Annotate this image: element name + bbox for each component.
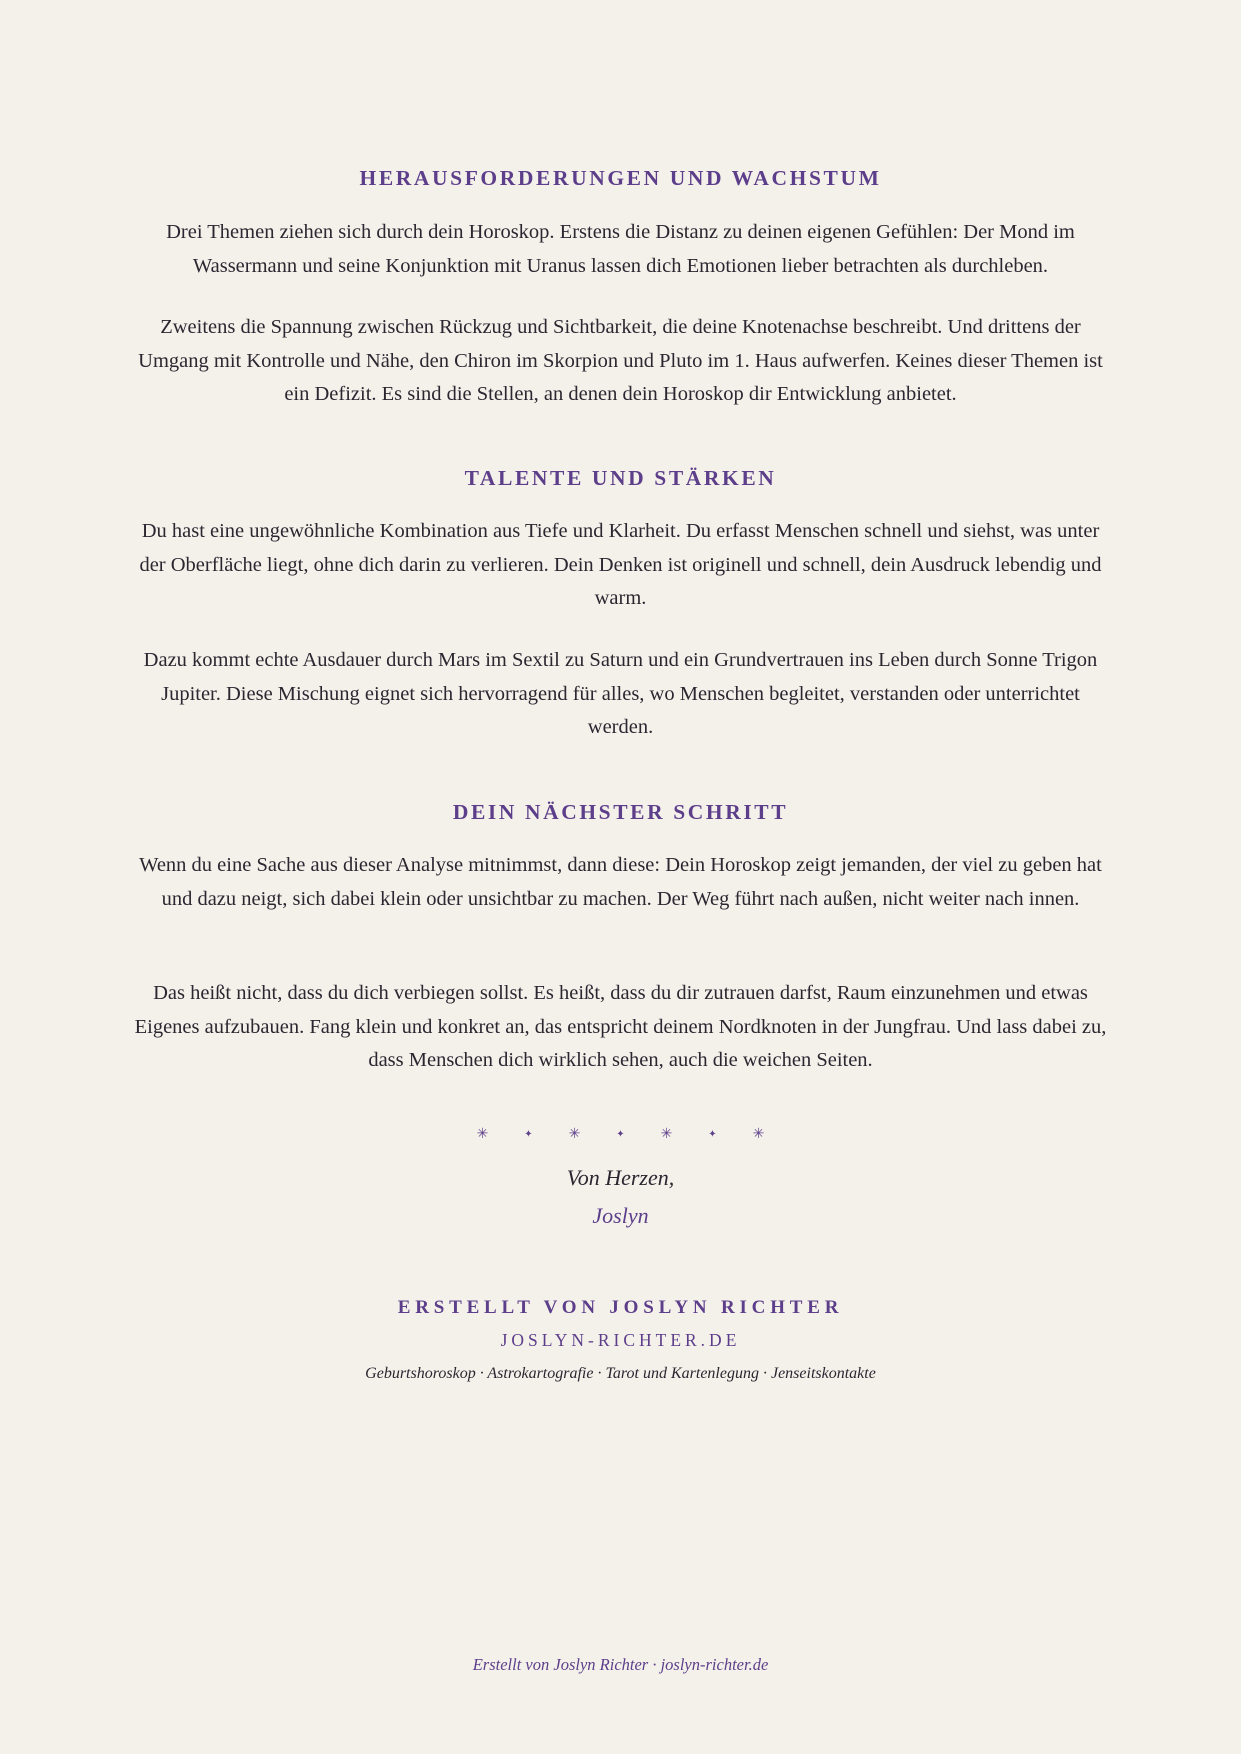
section-heading-challenges: HERAUSFORDERUNGEN UND WACHSTUM <box>359 166 882 190</box>
paragraph: Wenn du eine Sache aus dieser Analyse mitnimmst, dann diese: Dein Horoskop zeigt jemanden, der viel zu geben hat und dazu neigt, sich dabei klein oder unsichtbar zu machen. Der Weg führt nach außen, nicht weiter nach innen. <box>139 854 1102 910</box>
page-footer: Erstellt von Joslyn Richter · joslyn-richter.de <box>472 1655 769 1674</box>
website-link[interactable]: JOSLYN-RICHTER.DE <box>500 1330 741 1350</box>
asterisk-star-icon: ✳ <box>476 1127 489 1142</box>
sparkle-star-icon: ✦ <box>708 1129 717 1140</box>
paragraph: Dazu kommt echte Ausdauer durch Mars im Sextil zu Saturn und ein Grundvertrauen ins Leben durch Sonne Trigon Jupiter. Diese Mischung eignet sich hervorragend für alles, wo Menschen begleitet, verstanden oder unterrichtet werden. <box>143 649 1098 738</box>
section-heading-talents: TALENTE UND STÄRKEN <box>464 466 777 490</box>
asterisk-star-icon: ✳ <box>752 1127 765 1142</box>
paragraph: Drei Themen ziehen sich durch dein Horoskop. Erstens die Distanz zu deinen eigenen Gefühlen: Der Mond im Wassermann und seine Konjunktion mit Uranus lassen dich Emotionen lieber betrachten als durchleben. <box>166 221 1075 277</box>
star-separator <box>0 1126 1241 1144</box>
asterisk-star-icon: ✳ <box>568 1127 581 1142</box>
sparkle-star-icon: ✦ <box>616 1129 625 1140</box>
services-list: Geburtshoroskop · Astrokartografie · Tarot und Kartenlegung · Jenseitskontakte <box>365 1365 876 1382</box>
closing-salutation: Von Herzen, <box>566 1165 675 1190</box>
signature: Joslyn <box>592 1203 649 1228</box>
author-credit: ERSTELLT VON JOSLYN RICHTER <box>397 1297 844 1318</box>
paragraph: Zweitens die Spannung zwischen Rückzug und Sichtbarkeit, die deine Knotenachse beschreibt. Und drittens der Umgang mit Kontrolle und Nähe, den Chiron im Skorpion und Pluto im 1. Haus aufwerfen. Keines dieser Themen ist ein Defizit. Es sind die Stellen, an denen dein Horoskop dir Entwicklung anbietet. <box>138 316 1103 405</box>
paragraph: Das heißt nicht, dass du dich verbiegen sollst. Es heißt, dass du dir zutrauen darfst, Raum einzunehmen und etwas Eigenes aufzubauen. Fang klein und konkret an, das entspricht deinem Nordknoten in der Jungfrau. Und lass dabei zu, dass Menschen dich wirklich sehen, auch die weichen Seiten. <box>134 982 1107 1071</box>
section-heading-next-step: DEIN NÄCHSTER SCHRITT <box>452 800 789 824</box>
sparkle-star-icon: ✦ <box>524 1129 533 1140</box>
paragraph: Du hast eine ungewöhnliche Kombination aus Tiefe und Klarheit. Du erfasst Menschen schnell und siehst, was unter der Oberfläche liegt, ohne dich darin zu verlieren. Dein Denken ist originell und schnell, dein Ausdruck lebendig und warm. <box>139 520 1102 609</box>
asterisk-star-icon: ✳ <box>660 1127 673 1142</box>
